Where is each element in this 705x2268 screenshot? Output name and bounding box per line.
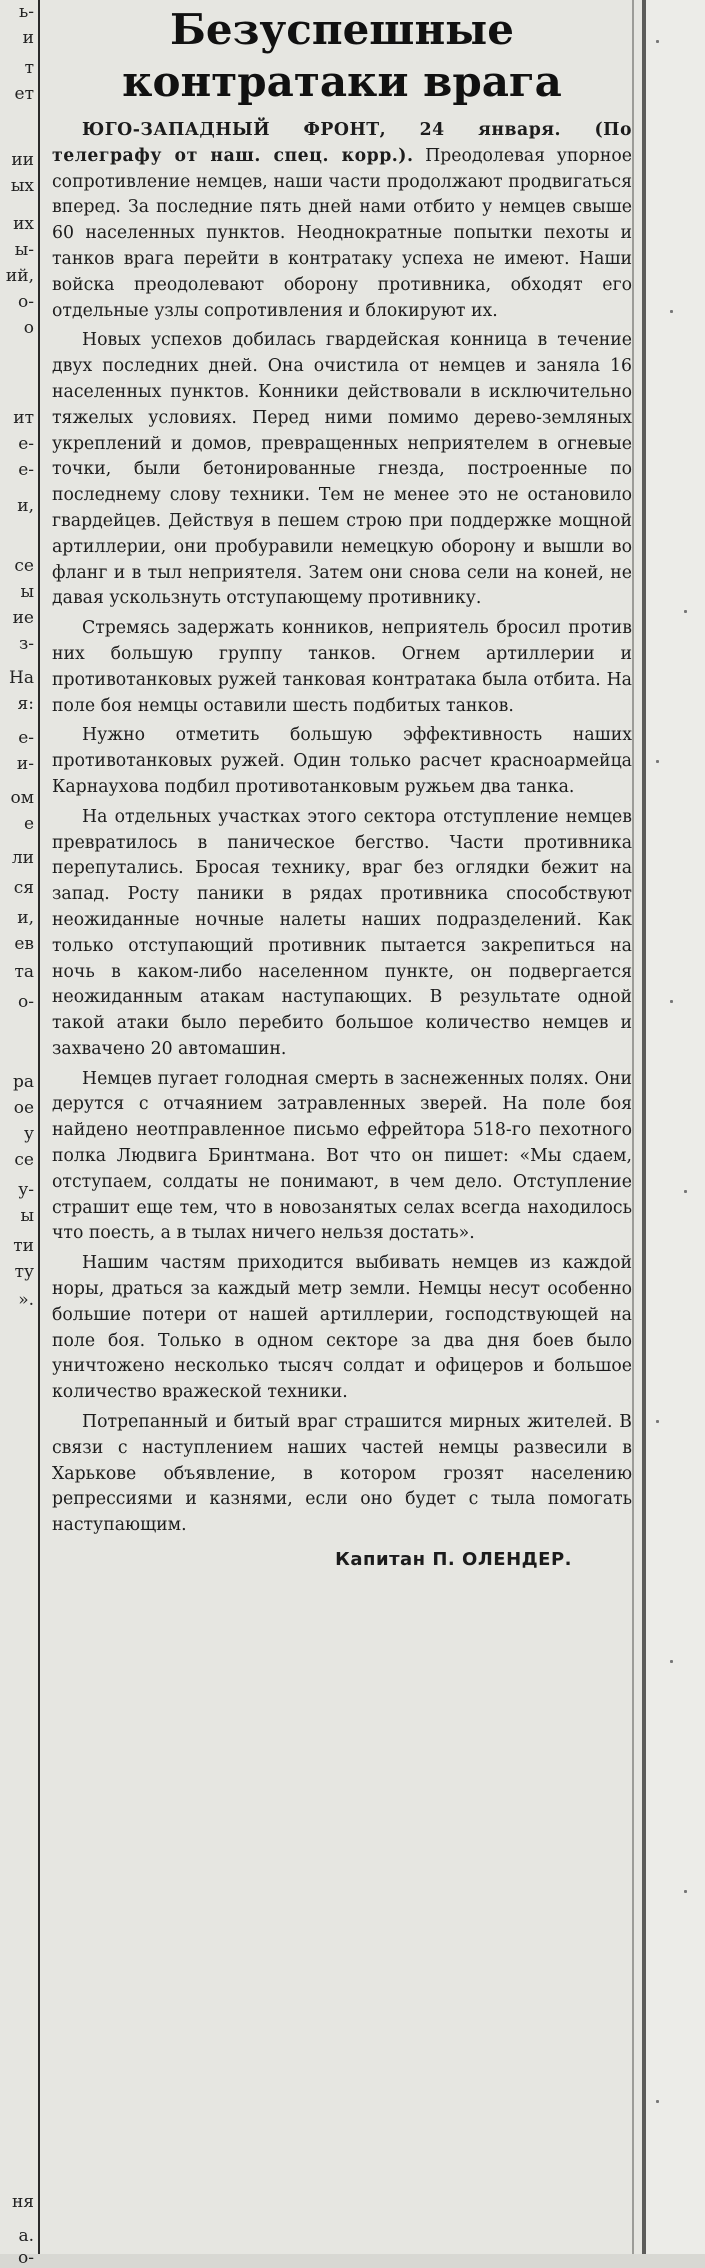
print-speck: [656, 2100, 659, 2103]
paragraph-7: Нашим частям приходится выбивать немцев из каждой норы, драться за каждый метр земли. Немцы несут особенно большие потери от нашей артиллерии, господствующей на поле боя. Только в одном секторе за два дня боев было уничтожено несколько тысяч солдат и офицеров и большое количество вражеской техники.: [52, 1253, 632, 1403]
column-fragment: их: [13, 214, 34, 234]
column-fragment: ся: [13, 878, 34, 898]
column-fragment: се: [14, 556, 34, 576]
column-fragment: се: [14, 1150, 34, 1170]
paragraph-2: Новых успехов добилась гвардейская конница в течение двух последних дней. Она очистила от немцев и заняла 16 населенных пунктов. Конники действовали в исключительно тяжелых условиях. Перед ними помимо дерево-земляных укреплений и домов, превращенных неприятелем в огневые точки, были бетонированные гнезда, построенные по последнему слову техники. Тем не менее это не остановило гвардейцев. Действуя в пешем строю при поддержке мощной артиллерии, они пробуравили немецкую оборону и вышли во фланг и в тыл неприятеля. Затем они снова сели на коней, не давая ускользнуть отступающему противнику.: [52, 330, 632, 609]
column-fragment: ев: [14, 934, 34, 954]
column-fragment: т: [24, 58, 34, 78]
paragraph-4: Нужно отметить большую эффективность наших противотанковых ружей. Один только расчет красноармейца Карнаухова подбил противотанковым ружьем два танка.: [52, 725, 632, 797]
headline-line-1: Безуспешные: [169, 5, 515, 54]
paragraph-1: [52, 118, 632, 324]
column-fragment: ии: [11, 150, 34, 170]
column-fragment: ит: [13, 408, 34, 428]
print-speck: [670, 1000, 673, 1003]
column-fragment: о-: [18, 292, 34, 312]
column-fragment: з-: [18, 634, 34, 654]
column-fragment: ых: [10, 176, 34, 196]
column-fragment: о-: [18, 992, 34, 1012]
page-margin: [646, 0, 705, 2254]
column-fragment: е-: [18, 460, 34, 480]
column-fragment: я:: [17, 694, 34, 714]
column-fragment: На: [9, 668, 34, 688]
column-fragment: ий,: [5, 266, 34, 286]
headline-line-2: контратаки врага: [122, 57, 562, 106]
column-fragment: ти: [13, 1236, 34, 1256]
column-fragment: и-: [16, 754, 34, 774]
print-speck: [656, 760, 659, 763]
paragraph-3: Стремясь задержать конников, неприятель бросил против них большую группу танков. Огнем артиллерии и противотанковых ружей танковая контратака была отбита. На поле боя немцы оставили шесть подбитых танков.: [52, 618, 632, 716]
column-fragment: и,: [17, 908, 34, 928]
dateline: ЮГО-ЗАПАДНЫЙ ФРОНТ, 24 января. (По телеграфу от наш. спец. корр.).: [52, 120, 632, 166]
adjacent-column-fragments: [0, 0, 40, 2268]
column-fragment: е: [23, 814, 34, 834]
article: [52, 0, 632, 2254]
column-fragment: ра: [12, 1072, 34, 1092]
column-fragment: ».: [18, 1290, 34, 1310]
print-speck: [684, 1890, 687, 1893]
paragraph-6: Немцев пугает голодная смерть в заснеженных полях. Они дерутся с отчаянием затравленных зверей. На поле боя найдено неотправленное письмо ефрейтора 518-го пехотного полка Людвига Бринтмана. Вот что он пишет: «Мы сдаем, отступаем, солдаты не понимают, в чем дело. Отступление страшит еще тем, что в новозанятых селах всегда находилось что поесть, а в тылах ничего нельзя достать».: [52, 1068, 632, 1244]
print-speck: [670, 310, 673, 313]
print-speck: [684, 610, 687, 613]
column-fragment: ня: [11, 2192, 34, 2212]
print-speck: [656, 40, 659, 43]
paragraph-1-text: Преодолевая упорное сопротивление немцев, наши части продолжают продвигаться вперед. За последние пять дней нами отбито у немцев свыше 60 населенных пунктов. Неоднократные попытки пехоты и танков врага перейти в контратаку успеха не имеют. Наши войска преодолевают оборону противника, обходят его отдельные узлы сопротивления и блокируют их.: [52, 145, 632, 321]
column-fragment: о-: [18, 2248, 34, 2268]
column-rule: [632, 0, 634, 2254]
column-fragment: ие: [12, 608, 34, 628]
article-body: [52, 118, 632, 1539]
print-speck: [656, 1420, 659, 1423]
column-fragment: и,: [17, 496, 34, 516]
paragraph-8: Потрепанный и битый враг страшится мирных жителей. В связи с наступлением наших частей немцы развесили в Харькове объявление, в котором грозят населению репрессиями и казнями, если оно будет с тыла помогать наступающим.: [52, 1412, 632, 1536]
article-headline: [52, 4, 632, 108]
print-speck: [684, 1190, 687, 1193]
column-fragment: а.: [18, 2226, 34, 2246]
column-fragment: ь-: [19, 2, 34, 22]
paragraph-5: На отдельных участках этого сектора отступление немцев превратилось в паническое бегство. Части противника перепутались. Бросая технику, враг без оглядки бежит на запад. Росту паники в рядах противника способствуют неожиданные ночные налеты наших подразделений. Как только отступающий противник пытается закрепиться на ночь в каком-либо населенном пункте, он подвергается неожиданным атакам наступающих. В результате одной такой атаки было перебито большое количество немцев и захвачено 20 автомашин.: [52, 806, 632, 1059]
column-fragment: ое: [13, 1098, 34, 1118]
column-fragment: у: [23, 1124, 34, 1144]
column-fragment: ет: [14, 84, 34, 104]
column-fragment: и: [22, 28, 34, 48]
column-fragment: ом: [10, 788, 34, 808]
column-fragment: ы: [20, 1206, 34, 1226]
column-fragment: ту: [14, 1262, 34, 1282]
column-fragment: та: [14, 962, 34, 982]
column-fragment: ы: [20, 582, 34, 602]
author-signature: Капитан П. ОЛЕНДЕР.: [335, 1549, 572, 1571]
column-fragment: ы-: [14, 240, 34, 260]
column-fragment: у-: [18, 1180, 34, 1200]
column-fragment: ли: [11, 848, 34, 868]
column-fragment: е-: [18, 434, 34, 454]
column-fragment: е-: [18, 728, 34, 748]
print-speck: [670, 1660, 673, 1663]
column-fragment: о: [23, 318, 34, 338]
